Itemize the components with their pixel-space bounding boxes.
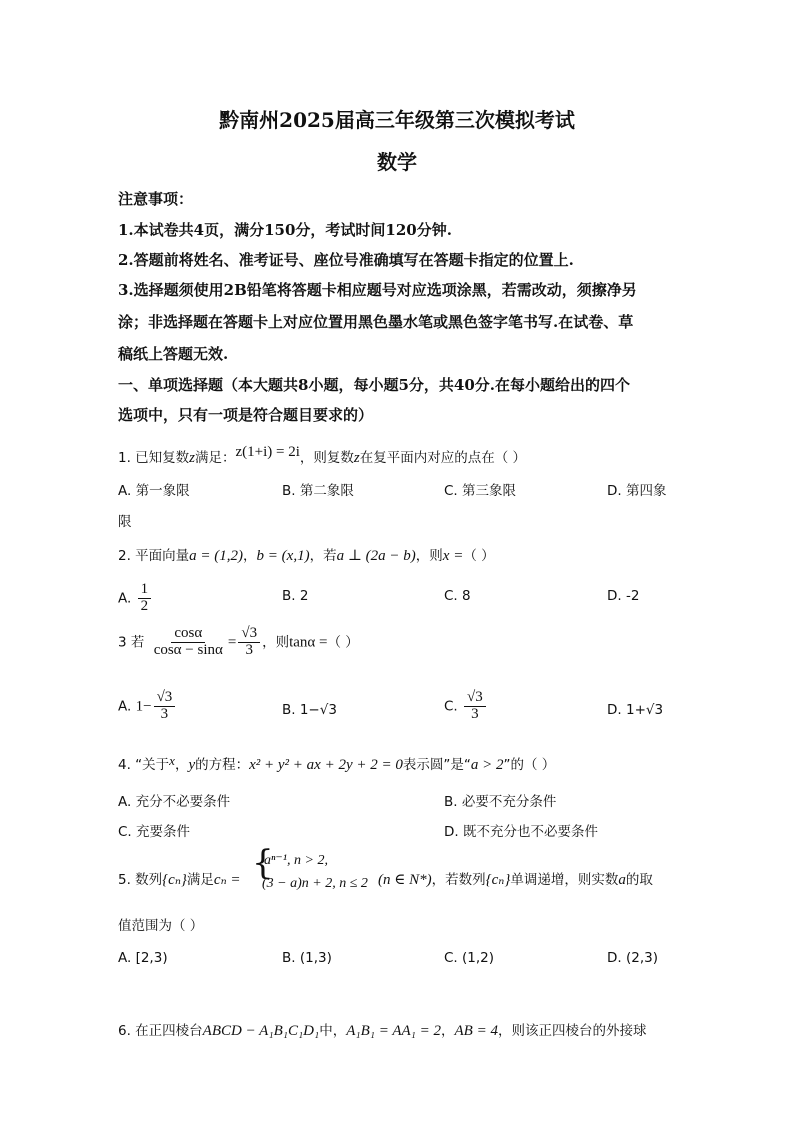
notice-item-1: 1.本试卷共4页，满分150分，考试时间120分钟. [118, 221, 452, 239]
q3-option-c-den: 3 [471, 705, 479, 722]
q3-fraction-den: cosα − sinα [153, 641, 223, 658]
subject-title: 数学 [377, 150, 417, 174]
q2-option-b: B. 2 [282, 588, 309, 604]
notice-item-2: 2.答题前将姓名、准考证号、座位号准确填写在答题卡指定的位置上. [118, 251, 574, 269]
q6-solid: ABCD − A₁B₁C₁D₁ [202, 1023, 320, 1039]
q6-condition-2: AB = 4 [454, 1023, 498, 1039]
q2-sep: ， [243, 548, 257, 564]
q4-text-b: 的方程： [195, 757, 250, 773]
q4-option-d: D. 既不充分也不必要条件 [444, 824, 598, 840]
question-6 [118, 1019, 646, 1040]
q5-line-2: 值范围为（ ） [118, 918, 204, 934]
q5-option-b: B. (1,3) [282, 950, 332, 966]
q3-option-b: B. 1−√3 [282, 702, 337, 718]
q3-equals: = [227, 634, 237, 651]
q5-suffix-c: 的取 [625, 872, 653, 888]
question-2 [118, 544, 495, 565]
q4-sep: ， [174, 757, 189, 773]
q1-z-2: z [353, 450, 360, 466]
q1-prefix: 1. 已知复数 [118, 450, 190, 466]
q3-option-d: D. 1+√3 [607, 702, 664, 718]
q1-mid: 满足： [195, 450, 236, 466]
q2-cond-prefix: ，若 [309, 548, 337, 564]
q6-sep: ， [441, 1023, 455, 1039]
q5-option-c: C. (1,2) [444, 950, 495, 966]
q2-option-d: D. -2 [607, 588, 640, 604]
q3-option-a-den: 3 [160, 705, 169, 722]
q3-fraction-num: cosα [171, 626, 205, 643]
notice-heading: 注意事项： [118, 190, 194, 208]
q1-option-d: D. 第四象 [607, 483, 667, 499]
q4-x: x [169, 753, 175, 768]
q5-suffix [378, 868, 653, 889]
q3-suffix: ，则 [262, 634, 290, 651]
q1-z: z [189, 450, 196, 466]
q5-sequence: {cₙ} [162, 872, 187, 888]
q5-option-d: D. (2,3) [607, 950, 658, 966]
section-heading-line-1: 一、单项选择题（本大题共8小题，每小题5分，共40分.在每小题给出的四个 [118, 376, 630, 394]
q3-paren: （ ） [327, 634, 359, 651]
q4-equation: x² + y² + ax + 2y + 2 = 0 [249, 757, 403, 773]
q4-text-c: 表示圆”是“ [402, 757, 471, 773]
q5-a: a [618, 872, 626, 888]
exam-title: 黔南州2025届高三年级第三次模拟考试 [219, 108, 575, 132]
q4-option-b: B. 必要不充分条件 [444, 794, 557, 810]
q3-option-a [118, 690, 177, 723]
q6-mid: 中， [319, 1023, 347, 1039]
q5-left-brace: { [252, 843, 274, 883]
q1-option-c: C. 第三象限 [444, 483, 517, 499]
question-3 [118, 626, 359, 659]
q1-suffix-b: 在复平面内对应的点在（ ） [359, 450, 527, 466]
q5-case-2: (3 − a)n + 2, n ≤ 2 [262, 876, 368, 891]
q4-option-c: C. 充要条件 [118, 824, 191, 840]
q2-option-a-den: 2 [140, 597, 149, 614]
q2-suffix: ，则 [415, 548, 443, 564]
q6-suffix: ，则该正四棱台的外接球 [497, 1023, 647, 1039]
notice-item-3-line-1: 3.选择题须使用2B铅笔将答题卡相应题号对应选项涂黑，若需改动，须擦净另 [118, 281, 637, 299]
q3-option-c-label: C. [444, 698, 458, 715]
q3-prefix: 3 若 [118, 634, 145, 651]
q3-rhs-den: 3 [245, 641, 253, 658]
q3-option-c [444, 690, 488, 723]
notice-item-3-line-2: 涂；非选择题在答题卡上对应位置用黑色墨水笔或黑色签字笔书写.在试卷、草 [118, 313, 634, 331]
question-1 [118, 446, 526, 467]
q5-case-1: aⁿ⁻¹, n > 2, [264, 853, 328, 868]
section-heading-line-2: 选项中，只有一项是符合题目要求的） [118, 406, 374, 424]
q3-tan: tanα = [289, 634, 328, 651]
q2-option-a [118, 582, 153, 615]
q5-option-a: A. [2,3) [118, 950, 168, 966]
q5-prefix-text: 5. 数列 [118, 872, 163, 888]
q4-y: y [188, 757, 196, 773]
q4-text-d: ”的（ ） [503, 757, 556, 773]
q2-x-eq: x = [442, 548, 464, 564]
q3-option-a-num: √3 [154, 690, 176, 707]
q1-option-d-wrap: 限 [118, 514, 132, 530]
q3-rhs-num: √3 [238, 626, 260, 643]
q1-expression: z(1+i) = 2i [235, 444, 300, 460]
q3-option-a-one: 1− [135, 698, 152, 715]
q2-vector-b: b = (x,1) [256, 548, 310, 564]
q5-prefix [118, 868, 241, 889]
q2-prefix: 2. 平面向量 [118, 548, 190, 564]
question-4 [118, 753, 555, 774]
q1-suffix-a: ，则复数 [299, 450, 354, 466]
q5-suffix-a: ，若数列 [431, 872, 486, 888]
q6-prefix: 6. 在正四棱台 [118, 1023, 203, 1039]
q5-mid: 满足 [186, 872, 214, 888]
q4-text-a: 4. “关于 [118, 757, 170, 773]
q5-cn: cₙ = [213, 872, 241, 888]
q6-condition-1: A₁B₁ = AA₁ = 2 [346, 1023, 441, 1039]
q2-paren: （ ） [463, 548, 495, 564]
q2-condition: a ⊥ (2a − b) [336, 548, 416, 564]
q5-domain: (n ∈ N*) [378, 872, 432, 888]
q3-option-a-label: A. [118, 698, 132, 715]
q2-option-a-label: A. [118, 590, 132, 607]
q4-option-a: A. 充分不必要条件 [118, 794, 231, 810]
q1-option-a: A. 第一象限 [118, 483, 190, 499]
q2-option-a-num: 1 [138, 582, 152, 599]
q1-option-b: B. 第二象限 [282, 483, 354, 499]
q4-condition: a > 2 [470, 757, 504, 773]
notice-item-3-line-3: 稿纸上答题无效. [118, 345, 229, 363]
q2-option-c: C. 8 [444, 588, 471, 604]
q2-vector-a: a = (1,2) [189, 548, 244, 564]
q5-sequence-2: {cₙ} [485, 872, 511, 888]
q5-suffix-b: 单调递增，则实数 [510, 872, 619, 888]
q3-option-c-num: √3 [464, 690, 486, 707]
